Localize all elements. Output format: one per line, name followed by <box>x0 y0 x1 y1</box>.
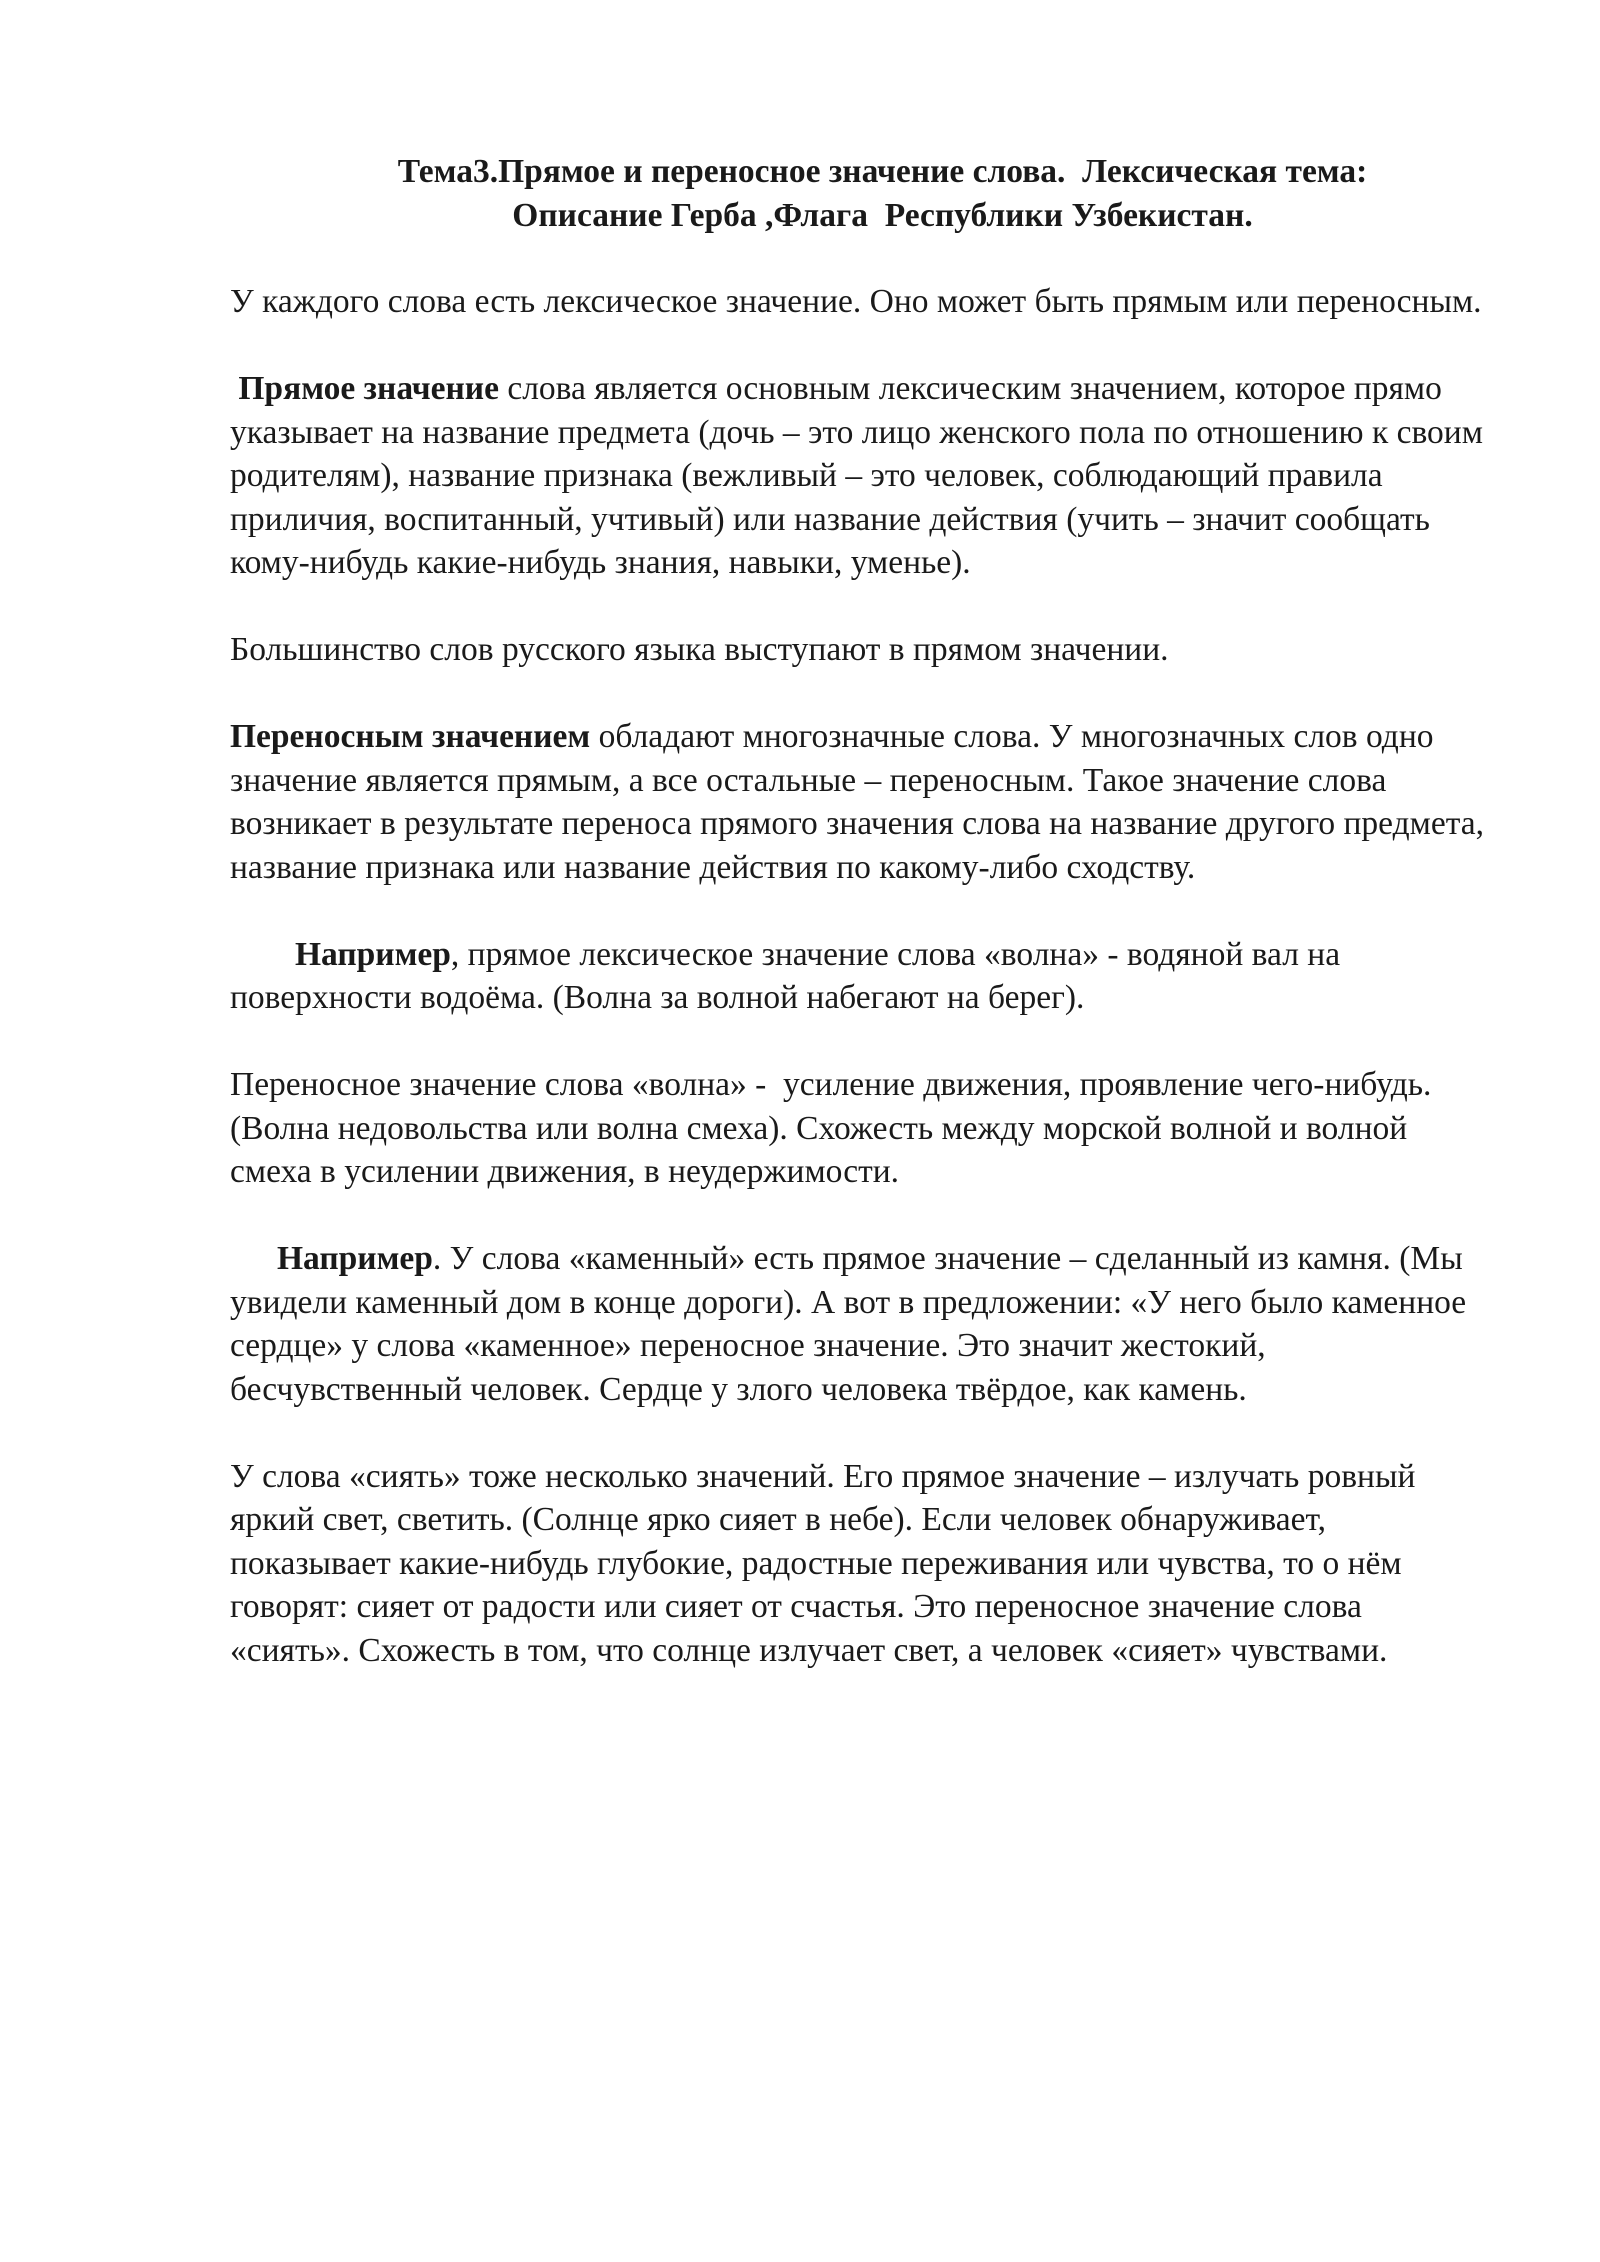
paragraph-wave-figurative: Переносное значение слова «волна» - усиление движения, проявление чего-нибудь. (Волна недовольства или волна смеха). Схожесть между морской волной и волной смеха в усилении движения, в неудержимости. <box>230 1066 1440 1190</box>
paragraph-example-wave <box>230 933 1485 1020</box>
paragraph-figurative-meaning <box>230 715 1493 889</box>
term-example-2: Например <box>277 1240 433 1277</box>
paragraph-shine: У слова «сиять» тоже несколько значений. Его прямое значение – излучать ровный яркий свет, светить. (Солнце ярко сияет в небе). Если человек обнаруживает, показывает какие-нибудь глубокие, радостные переживания или чувства, то о нём говорят: сияет от радости или сияет от счастья. Это переносное значение слова «сиять». Схожесть в том, что солнце излучает свет, а человек «сияет» чувствами. <box>230 1457 1424 1669</box>
paragraph-example-wave-text: , прямое лексическое значение слова «волна» - водяной вал на поверхности водоёма. (Волна за волной набегают на берег). <box>230 935 1349 1016</box>
term-example-1: Например <box>295 935 451 973</box>
term-figurative-meaning: Переносным значением <box>230 718 591 755</box>
term-direct-meaning: Прямое значение <box>230 370 499 407</box>
title-line-2: Описание Герба ,Флага Республики Узбекистан. <box>512 196 1253 234</box>
paragraph-intro: У каждого слова есть лексическое значение. Оно может быть прямым или переносным. <box>230 283 1482 320</box>
paragraph-direct-meaning-text: слова является основным лексическим значением, которое прямо указывает на название предмета (дочь – это лицо женского пола по отношению к своим родителям), название признака (вежливый – это человек, соблюдающий правила приличия, воспитанный, учтивый) или название действия (учить – значит сообщать кому-нибудь какие-нибудь знания, навыки, уменье). <box>230 370 1492 581</box>
title-line-1: Тема3.Прямое и переносное значение слова. Лексическая тема: <box>397 153 1368 190</box>
paragraph-direct-meaning <box>230 367 1492 585</box>
paragraph-example-stone <box>230 1237 1485 1411</box>
document-title <box>230 150 1485 237</box>
document-body <box>230 150 1493 1716</box>
paragraph-figurative-meaning-text: обладают многозначные слова. У многозначных слов одно значение является прямым, а все остальные – переносным. Такое значение слова возникает в результате переноса прямого значения слова на название другого предмета, название признака или название действия по какому-либо сходству. <box>230 718 1493 886</box>
paragraph-example-stone-text: . У слова «каменный» есть прямое значение – сделанный из камня. (Мы увидели каменный дом в конце дороги). А вот в предложении: «У него было каменное сердце» у слова «каменное» переносное значение. Это значит жестокий, бесчувственный человек. Сердце у злого человека твёрдое, как камень. <box>230 1240 1475 1408</box>
paragraph-majority: Большинство слов русского языка выступают в прямом значении. <box>230 631 1169 668</box>
